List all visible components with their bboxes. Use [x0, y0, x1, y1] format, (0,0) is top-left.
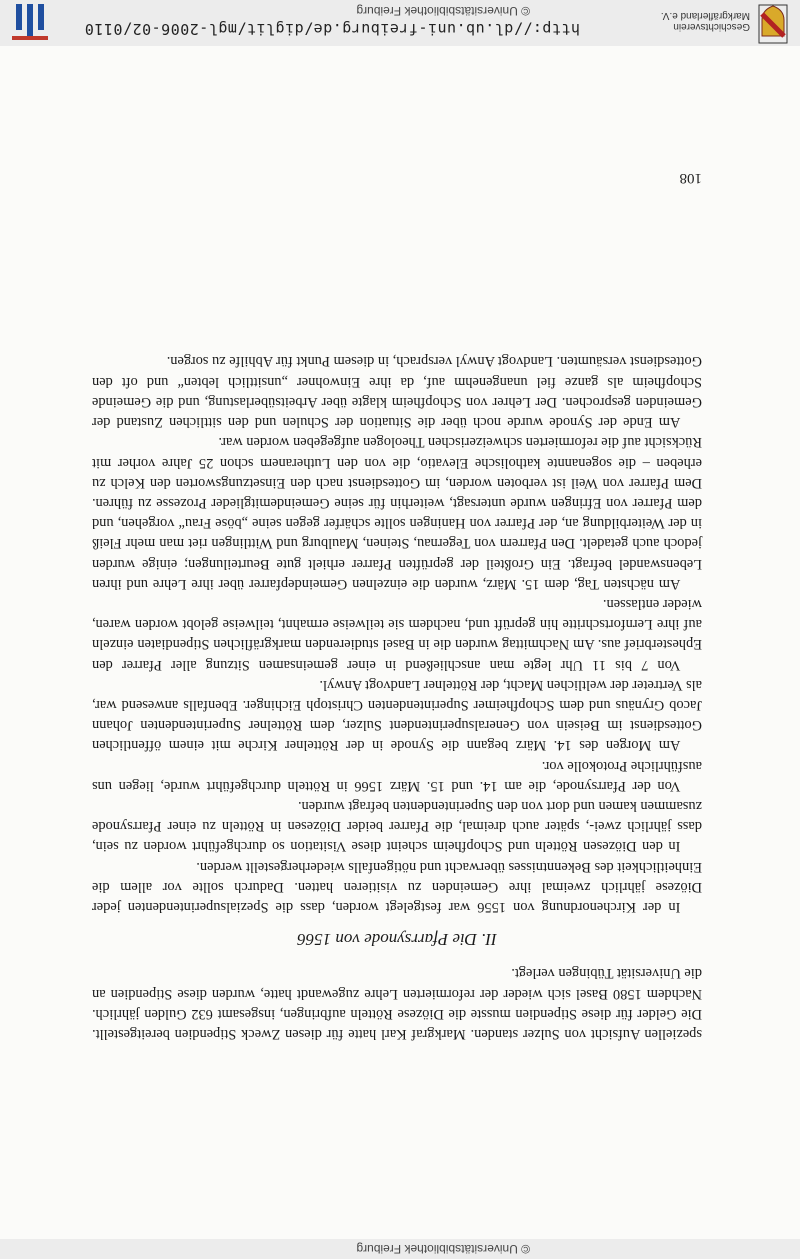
copyright-notice: © Universitätsbibliothek Freiburg — [356, 4, 530, 18]
paragraph-5: Von 7 bis 11 Uhr legte man anschließend in einer gemeinsamen Sitzung aller Pfarrer den Ephesterbrief aus. Am Nachmittag wurden die in Basel studierenden markgräflichen Stipendiaten einzeln auf ihre Lernfortschritte hin geprüft und, nachdem sie teilweise ermahnt, teilweise gelobt worden waren, wieder entlassen. — [92, 595, 702, 673]
university-seal-icon — [758, 4, 788, 44]
top-copyright: © Universitätsbibliothek Freiburg — [356, 1242, 530, 1256]
association-name: Geschichtsverein Markgräflerland e.V. — [660, 10, 750, 32]
paragraph-3: Von der Pfarrsynode, die am 14. und 15. März 1566 in Rötteln durchgeführt wurde, liegen uns ausführliche Protokolle vor. — [92, 757, 702, 794]
intro-paragraph: speziellen Aufsicht von Sulzer standen. Markgraf Karl hatte für diesen Zweck Stipendien bereitgestellt. Die Gelder für diese Stipendien musste die Diözese Rötteln aufbringen, insgesamt 632 Gulden jährlich. Nachdem 1580 Basel sich wieder der reformierten Lehre zugewandt hatte, wurden diese Stipendien an die Universität Tübingen verlegt. — [92, 965, 702, 1042]
top-viewer-bar — [0, 1239, 800, 1259]
paragraph-7: Am Ende der Synode wurde noch über die Situation der Schulen und den sittlichen Zustand der Gemeinden gesprochen. Der Lehrer von Schopfheim klagte über Arbeitsüberlastung, und die Gemeinde Schopfheim als ganze fiel unangenehm auf, da ihre Einwohner „unsittlich lebten“ und oft den Gottesdienst versäumten. Landvogt Anwyl versprach, in diesem Punkt für Abhilfe zu sorgen. — [92, 353, 702, 431]
document-url[interactable]: http://dl.ub.uni-freiburg.de/diglit/mgl-2006-02/0110 — [84, 20, 580, 38]
paragraph-2: In den Diözesen Rötteln und Schopfheim scheint diese Visitation so durchgeführt worden zu sein, dass jährlich zwei-, später auch dreimal, die Pfarrer beider Diözesen in Rötteln zu einer Pfarrsynode zusammen kamen und dort von den Superintendenten befragt wurden. — [92, 797, 702, 855]
paragraph-4: Am Morgen des 14. März begann die Synode in der Röttelner Kirche mit einem öffentlichen Gottesdienst im Beisein von Generalsuperintendent Sulzer, dem Röttelner Superintendenten Johann Jacob Grynäus und dem Schopfheimer Superintendenten Christoph Eichinger. Ebenfalls anwesend war, als Vertreter der weltlichen Macht, der Röttelner Landvogt Anwyl. — [92, 676, 702, 754]
paragraph-1: In der Kirchenordnung von 1556 war festgelegt worden, dass die Spezialsuperintendenten jeder Diözese jährlich zweimal ihre Gemeinden zu visitieren hatten. Dadurch sollte vor allem die Einheitlichkeit des Bekenntnisses überwacht und nötigenfalls wiederhergestellt werden. — [92, 858, 702, 915]
page-number: 108 — [679, 170, 702, 186]
header-bar — [0, 0, 800, 46]
paragraph-6: Am nächsten Tag, dem 15. März, wurden die einzelnen Gemeindepfarrer über ihre Lehre und ihren Lebenswandel befragt. Ein Großteil der geprüften Pfarrer erhielt gute Beurteilungen; einige wurden jedoch auch getadelt. Den Pfarrern von Tegernau, Steinen, Maulburg und Wittlingen riet man mehr Fleiß in der Weiterbildung an, der Pfarrer von Haningen sollte schärfer gegen seine „böse Frau“ vorgehen, und dem Pfarrer von Efringen wurde untersagt, weiterhin für seine Gemeindemitglieder Prozesse zu führen. Dem Pfarrer von Weil ist verboten worden, im Gottesdienst nach den Einsetzungsworten den Kelch zu erheben – die sogenannte katholische Elevatio, die von den Lutheranern schon 25 Jahre vorher mit Rücksicht auf die reformierten schweizerischen Theologen aufgegeben worden war. — [92, 434, 702, 592]
library-logo-icon — [10, 2, 50, 44]
page-content — [92, 351, 702, 1044]
section-title: II. Die Pfarrsynode von 1566 — [297, 930, 497, 950]
